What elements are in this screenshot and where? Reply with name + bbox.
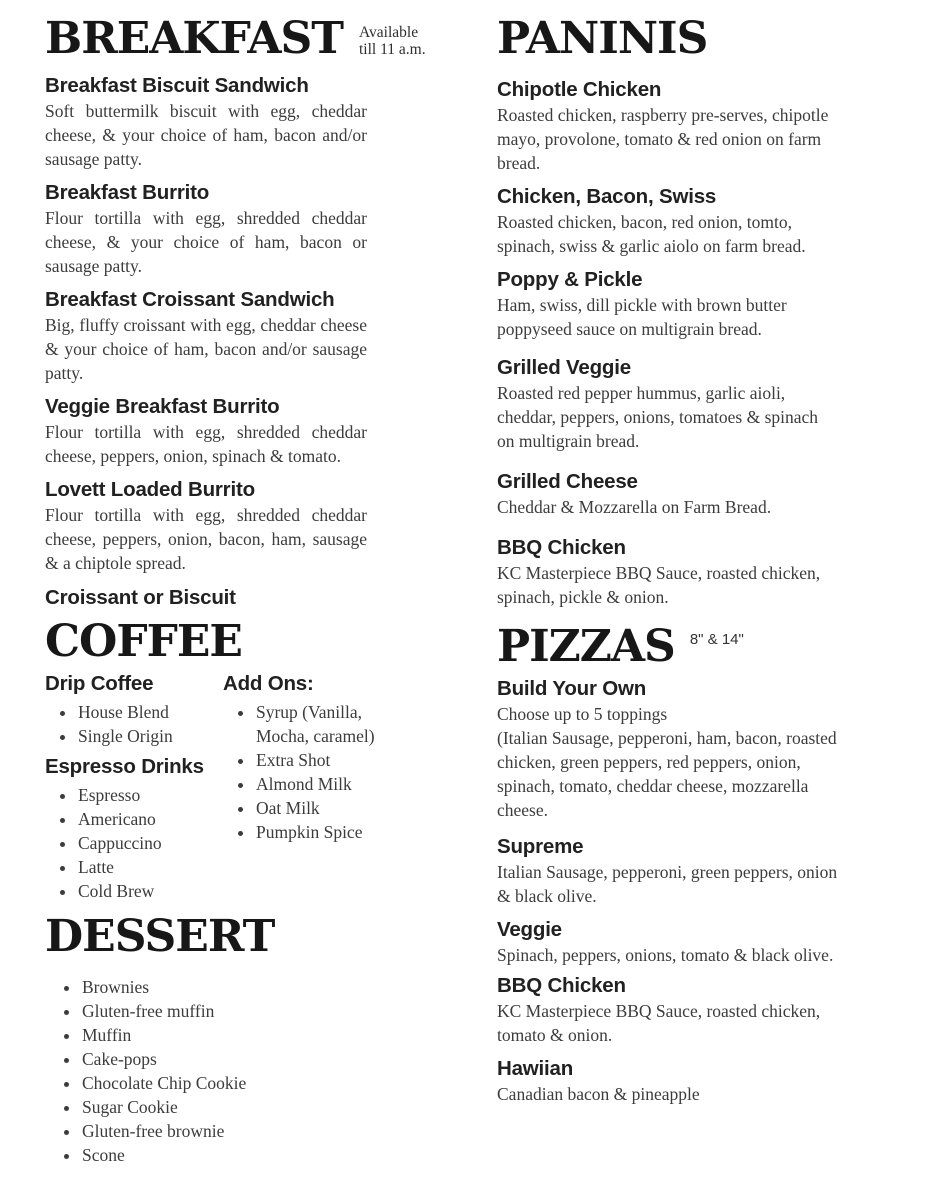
list-item: • Single Origin [77, 724, 367, 748]
item-name: BBQ Chicken [497, 536, 626, 559]
coffee-columns [45, 671, 375, 903]
pizzas-section [497, 622, 839, 1106]
item-name: Veggie [497, 918, 562, 941]
menu-item [497, 77, 839, 175]
item-name: Grilled Cheese [497, 470, 638, 493]
item-description: Spinach, peppers, onions, tomato & black olive. [497, 945, 834, 965]
item-name: Lovett Loaded Burrito [45, 478, 255, 501]
dessert-list [45, 975, 367, 1167]
item-name: Breakfast Croissant Sandwich [45, 288, 335, 311]
coffee-section [45, 616, 375, 903]
item-description: Roasted red pepper hummus, garlic aioli, cheddar, peppers, onions, tomatoes & spinach on multigrain bread. [497, 383, 819, 451]
list-item: • Extra Shot [255, 748, 387, 772]
item-name: Supreme [497, 835, 584, 858]
list-item: • Gluten-free muffin [81, 999, 367, 1023]
item-name: BBQ Chicken [497, 974, 626, 997]
item-description: Flour tortilla with egg, shredded cheddar cheese, & your choice of ham, bacon or sausage patty. [45, 208, 367, 276]
item-description: Roasted chicken, bacon, red onion, tomto, spinach, swiss & garlic aiolo on farm bread. [497, 212, 806, 256]
menu-item [497, 267, 839, 341]
item-description: Cheddar & Mozzarella on Farm Bread. [497, 497, 772, 517]
menu-item [497, 184, 839, 258]
item-description: Italian Sausage, pepperoni, green peppers, onion & black olive. [497, 862, 838, 906]
list-item: • Chocolate Chip Cookie [81, 1071, 367, 1095]
pizzas-section-header [497, 622, 839, 672]
add-ons-heading: Add Ons: [223, 672, 314, 695]
pizza-sizes-note: 8" & 14" [689, 631, 744, 648]
coffee-title: COFFEE [45, 616, 242, 667]
croissant-or-biscuit-item: Croissant or Biscuit [45, 586, 236, 609]
list-item: • Cappuccino [77, 831, 367, 855]
breakfast-title: BREAKFAST [45, 13, 343, 64]
menu-item [497, 917, 839, 967]
coffee-addons-subcolumn [223, 671, 387, 850]
list-item: • Cake-pops [81, 1047, 367, 1071]
dessert-title: DESSERT [45, 911, 275, 962]
item-name: Veggie Breakfast Burrito [45, 395, 280, 418]
breakfast-availability-note [359, 24, 426, 58]
list-item: • Gluten-free brownie [81, 1119, 367, 1143]
item-description-line2: (Italian Sausage, pepperoni, ham, bacon, roasted chicken, green peppers, red peppers, onion, spinach, tomato, cheddar cheese, mozzarella cheese. [497, 728, 837, 820]
menu-item [497, 1056, 839, 1106]
list-item: • Almond Milk [255, 772, 387, 796]
item-name: Breakfast Biscuit Sandwich [45, 74, 309, 97]
menu-item [497, 355, 839, 453]
list-item: • Americano [77, 807, 367, 831]
menu-item [45, 477, 367, 575]
list-item: • Sugar Cookie [81, 1095, 367, 1119]
availability-line1: Available [359, 24, 419, 41]
menu-item [45, 287, 367, 385]
item-name: Build Your Own [497, 677, 647, 700]
add-ons-list [223, 700, 387, 844]
item-description: Ham, swiss, dill pickle with brown butter poppyseed sauce on multigrain bread. [497, 295, 787, 339]
availability-line2: till 11 a.m. [359, 41, 426, 58]
list-item: • Syrup (Vanilla, Mocha, caramel) [255, 700, 387, 748]
item-description: Canadian bacon & pineapple [497, 1084, 700, 1104]
list-item: • Pumpkin Spice [255, 820, 387, 844]
item-description-line1: Choose up to 5 toppings [497, 704, 668, 724]
menu-item [497, 973, 839, 1047]
item-description: Big, fluffy croissant with egg, cheddar cheese & your choice of ham, bacon and/or sausage patty. [45, 315, 367, 383]
menu-item [497, 469, 839, 519]
espresso-drinks-heading: Espresso Drinks [45, 755, 204, 778]
item-description: Roasted chicken, raspberry pre-serves, chipotle mayo, provolone, tomato & red onion on farm bread. [497, 105, 829, 173]
item-description: KC Masterpiece BBQ Sauce, roasted chicken, tomato & onion. [497, 1001, 821, 1045]
menu-item [45, 394, 367, 468]
pizzas-title: PIZZAS [497, 621, 675, 672]
list-item: • Muffin [81, 1023, 367, 1047]
item-description: KC Masterpiece BBQ Sauce, roasted chicken, spinach, pickle & onion. [497, 563, 821, 607]
menu-item [45, 180, 367, 278]
item-name: Hawiian [497, 1057, 574, 1080]
item-description: Flour tortilla with egg, shredded cheddar cheese, peppers, onion, spinach & tomato. [45, 422, 367, 466]
item-name: Breakfast Burrito [45, 181, 210, 204]
list-item: • Espresso [77, 783, 367, 807]
left-column [45, 13, 426, 1173]
menu-item [497, 834, 839, 908]
list-item: • Oat Milk [255, 796, 387, 820]
list-item: • Cold Brew [77, 879, 367, 903]
list-item: • Scone [81, 1143, 367, 1167]
item-name: Poppy & Pickle [497, 268, 643, 291]
list-item: • House Blend [77, 700, 367, 724]
item-name: Grilled Veggie [497, 356, 631, 379]
item-description: Soft buttermilk biscuit with egg, cheddar cheese, & your choice of ham, bacon and/or sausage patty. [45, 101, 367, 169]
drip-coffee-heading: Drip Coffee [45, 672, 154, 695]
menu-item [497, 676, 839, 822]
list-item: • Brownies [81, 975, 367, 999]
item-description: Flour tortilla with egg, shredded cheddar cheese, peppers, onion, bacon, ham, sausage & a chiptole spread. [45, 505, 367, 573]
menu-item [45, 73, 367, 171]
item-name: Chipotle Chicken [497, 78, 662, 101]
dessert-section [45, 912, 367, 1167]
menu-item [497, 535, 839, 609]
right-column [497, 14, 839, 1106]
paninis-title: PANINIS [497, 13, 708, 64]
breakfast-section-header [45, 13, 426, 64]
list-item: • Latte [77, 855, 367, 879]
item-name: Chicken, Bacon, Swiss [497, 185, 717, 208]
